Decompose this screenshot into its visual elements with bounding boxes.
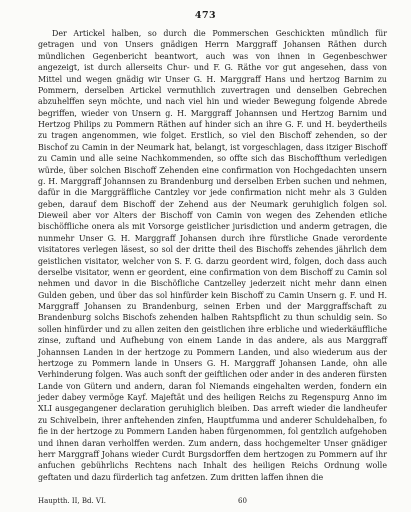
page-number: 473 xyxy=(194,10,217,21)
body-paragraph: Der Artickel halben, so durch die Pommerschen Geschickten mündlich für getragen und von Unsers gnädigen Herrn Marggraff Johansen Räthen durch mündlichen Gegenbericht beantwort, auch was von ihnen in Gegenbeschwer angezeigt, ist durch allerseits Chur- und F. G. Räthe vor gut angesehen, dass von Mittel und wegen gnädig wir Unser G. H. Marggraff Hans und hertzog Barnim zu Pommern, derselben Artickel vermuthlich zuvertragen und denselben Gebrechen abzuhelffen seyn möchte, und nach viel hin und wieder Bewegung folgende Abrede begriffen, wieder von Unsern g. H. Marggraff Johannsen und Hertzog Barnim und Hertzog Philips zu Pommern Räthen auf hinder sich an ihre G. F. und H. beydertheils zu tragen angenommen, wie folget. Erstlich, so viel den Bischoff zehenden, so der Bischof zu Camin in der Neumark hat, belangt, ist vorgeschlagen, dass itziger Bischoff zu Camin und alle seine Nachkommenden, so offte sich das Bischoffthum verledigen würde, über solchen Bischoff Zehenden eine confirmation von Hochgedachten unsern g. H. Marggraff Johannsen zu Brandenburg und derselben Erben suchen und nehmen, dafür in die Marggräffliche Cantzley vor jede confirmation nicht mehr als 3 Gulden geben, darauf dem Bischoff der Zehend aus der Neumark geruhiglich folgen sol. Dieweil aber vor Alters der Bischoff von Camin von wegen des Zehenden etliche bischöffliche onera als mit Vorsorge geistlicher jurisdiction und anderm getragen, die nunmehr Unser G. H. Marggraff Johansen durch ihre fürstliche Gnade verordente visitatores verlegen läsest, so sol der dritte theil des Bischoffs zehendes jährlich dem geistlichen visitator, welcher von S. F. G. darzu geordent wird, folgen, doch dass auch derselbe visitator, wenn er geordent, eine confirmation von dem Bischoff zu Camin sol nehmen und davor in die Bischöfliche Cantzelley jederzeit nicht mehr dann einen Gulden geben, und über das sol hinfürder kein Bischoff zu Camin Unsern g. F. und H. Marggraff Johansen zu Brandenburg, seinen Erben und der Marggraffschaft zu Brandenburg solchs Bischofs zehenden halben Rahtspflicht zu thun schuldig sein. So sollen hinfürder und zu allen zeiten den geistlichen ihre erbliche und wiederkäuffliche zinse, zuftand und Aufhebung von einem Lande in das andere, als aus Marggraff Johannsen Landen in der hertzoge zu Pommern Landen, und also wiederum aus der hertzoge zu Pommern lande in Unsers G. H. Marggraff Johansen Lande, ohn alle Verhinderung folgen. Was auch sonft der geiftlichen oder ander in des anderen fürsten Lande von Gütern und andern, daran fol Niemands eingehalten werden, fondern ein jeder dabey vermöge Kayf. Majeftät und des heiligen Reichs zu Regenspurg Anno im XLI ausgegangener declaration geruhiglich bleiben. Das arreft wieder die landheufer zu Schivelbein, ihrer anftehenden zinfen, Hauptfumma und anderer Schuldehalben, fo fie in der hertzoge zu Pommern Landen haben fürgenommen, fol gentzlich aufgehoben und ihnen daran verholffen werden. Zum andern, dass hochgemelter Unser gnädiger herr Marggraff Johans wieder Curdt Burgsdorffen dem hertzogen zu Pommern auf ihr anfuchen gebührlichs Rechtens nach Inhalt des heiligen Reichs Ordnung wolle geftaten und dazu fürderlich tag anfetzen. Zum dritten laffen ihnen die xyxy=(38,29,387,482)
footer-signature: Hauptth. II, Bd. VI. xyxy=(38,497,106,505)
footer-sheet-number: 60 xyxy=(238,497,247,505)
